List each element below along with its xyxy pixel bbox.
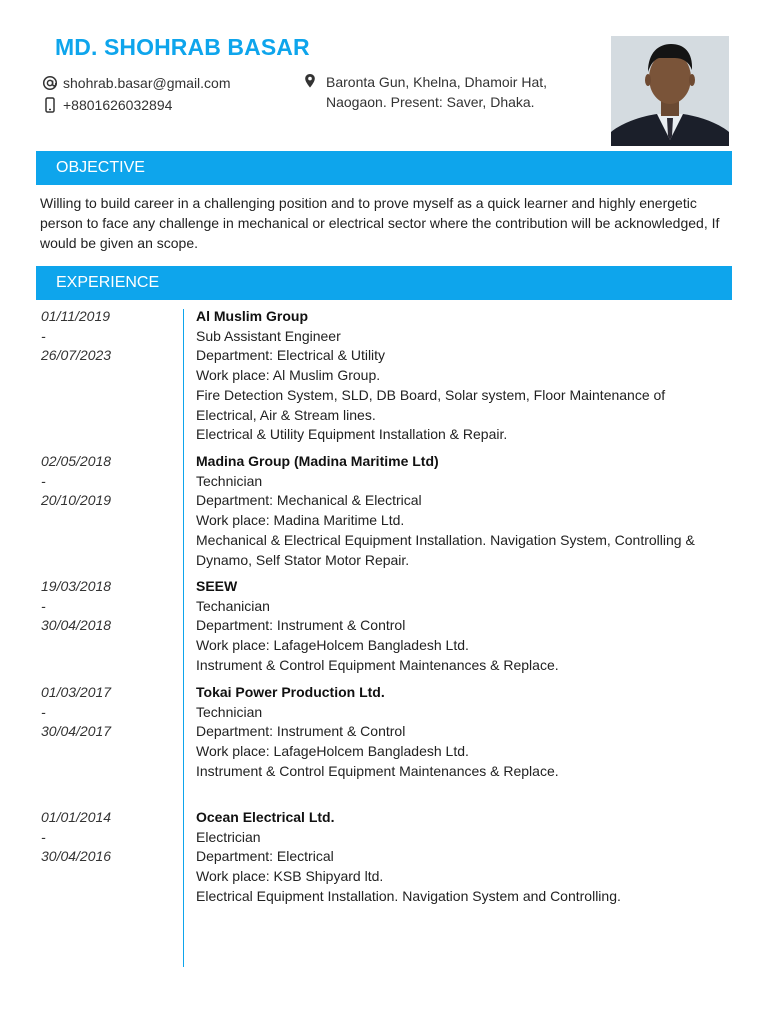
- workplace: Work place: LafageHolcem Bangladesh Ltd.: [196, 743, 469, 760]
- description-line: Electrical Equipment Installation. Navigation System and Controlling.: [196, 887, 621, 904]
- contact-info: [40, 72, 231, 116]
- entry-details: [196, 683, 736, 782]
- objective-heading: OBJECTIVE: [36, 151, 732, 185]
- end-date: 20/10/2019: [41, 492, 112, 509]
- job-role: Sub Assistant Engineer: [196, 327, 341, 344]
- description-line: Electrical & Utility Equipment Installation & Repair.: [196, 426, 508, 443]
- profile-photo: [611, 36, 729, 146]
- end-date: 30/04/2018: [41, 617, 112, 634]
- date-separator: -: [41, 472, 46, 489]
- timeline-divider: [183, 309, 184, 967]
- entry-details: [196, 452, 736, 570]
- address-line-2: Naogaon. Present: Saver, Dhaka.: [326, 94, 535, 110]
- email-row: [40, 72, 231, 94]
- job-role: Techanician: [196, 597, 270, 614]
- date-separator: -: [41, 327, 46, 344]
- job-role: Electrician: [196, 828, 261, 845]
- end-date: 30/04/2017: [41, 723, 112, 740]
- start-date: 01/03/2017: [41, 684, 112, 700]
- entry-dates: [41, 683, 171, 742]
- entry-dates: [41, 577, 171, 636]
- objective-text: Willing to build career in a challenging position and to prove myself as a quick learner and highly energetic person to face any challenge in mechanical or electrical sector where the contribution will be acknowledged, If would be given an scope.: [40, 195, 720, 251]
- start-date: 02/05/2018: [41, 453, 112, 469]
- phone-row: [40, 94, 231, 116]
- address-block: [304, 72, 571, 112]
- job-role: Technician: [196, 703, 263, 720]
- workplace: Work place: Al Muslim Group.: [196, 367, 381, 384]
- company-name: Al Muslim Group: [196, 308, 308, 324]
- department: Department: Electrical & Utility: [196, 347, 386, 364]
- description-line: Instrument & Control Equipment Maintenances & Replace.: [196, 656, 559, 673]
- company-name: Ocean Electrical Ltd.: [196, 809, 335, 825]
- description-line: Fire Detection System, SLD, DB Board, Solar system, Floor Maintenance of: [196, 386, 666, 403]
- job-role: Technician: [196, 472, 263, 489]
- description-line: Electrical, Air & Stream lines.: [196, 406, 376, 423]
- start-date: 01/01/2014: [41, 809, 112, 825]
- location-pin-icon: [304, 73, 320, 112]
- end-date: 26/07/2023: [41, 347, 112, 364]
- entry-dates: [41, 452, 171, 511]
- company-name: SEEW: [196, 578, 238, 594]
- entry-details: [196, 808, 736, 907]
- company-name: Tokai Power Production Ltd.: [196, 684, 385, 700]
- phone-icon: [40, 97, 60, 113]
- entry-dates: [41, 808, 171, 867]
- page-title: MD. SHOHRAB BASAR: [55, 34, 310, 60]
- start-date: 19/03/2018: [41, 578, 112, 594]
- department: Department: Electrical: [196, 848, 334, 865]
- department: Department: Mechanical & Electrical: [196, 492, 422, 509]
- address-line-1: Baronta Gun, Khelna, Dhamoir Hat,: [326, 74, 548, 90]
- date-separator: -: [41, 828, 46, 845]
- date-separator: -: [41, 703, 46, 720]
- description-line: Dynamo, Self Stator Motor Repair.: [196, 551, 410, 568]
- entry-details: [196, 577, 736, 676]
- description-line: Instrument & Control Equipment Maintenances & Replace.: [196, 762, 559, 779]
- description-line: Mechanical & Electrical Equipment Installation. Navigation System, Controlling &: [196, 531, 695, 548]
- workplace: Work place: LafageHolcem Bangladesh Ltd.: [196, 637, 469, 654]
- department: Department: Instrument & Control: [196, 723, 406, 740]
- date-separator: -: [41, 597, 46, 614]
- department: Department: Instrument & Control: [196, 617, 406, 634]
- company-name: Madina Group (Madina Maritime Ltd): [196, 453, 439, 469]
- at-icon: [40, 75, 60, 91]
- phone-text[interactable]: +8801626032894: [63, 97, 173, 113]
- workplace: Work place: Madina Maritime Ltd.: [196, 512, 405, 529]
- end-date: 30/04/2016: [41, 848, 112, 865]
- experience-heading: EXPERIENCE: [36, 266, 732, 300]
- entry-dates: [41, 307, 171, 366]
- start-date: 01/11/2019: [41, 308, 111, 324]
- entry-details: [196, 307, 736, 445]
- email-text[interactable]: shohrab.basar@gmail.com: [63, 75, 231, 91]
- workplace: Work place: KSB Shipyard ltd.: [196, 868, 384, 885]
